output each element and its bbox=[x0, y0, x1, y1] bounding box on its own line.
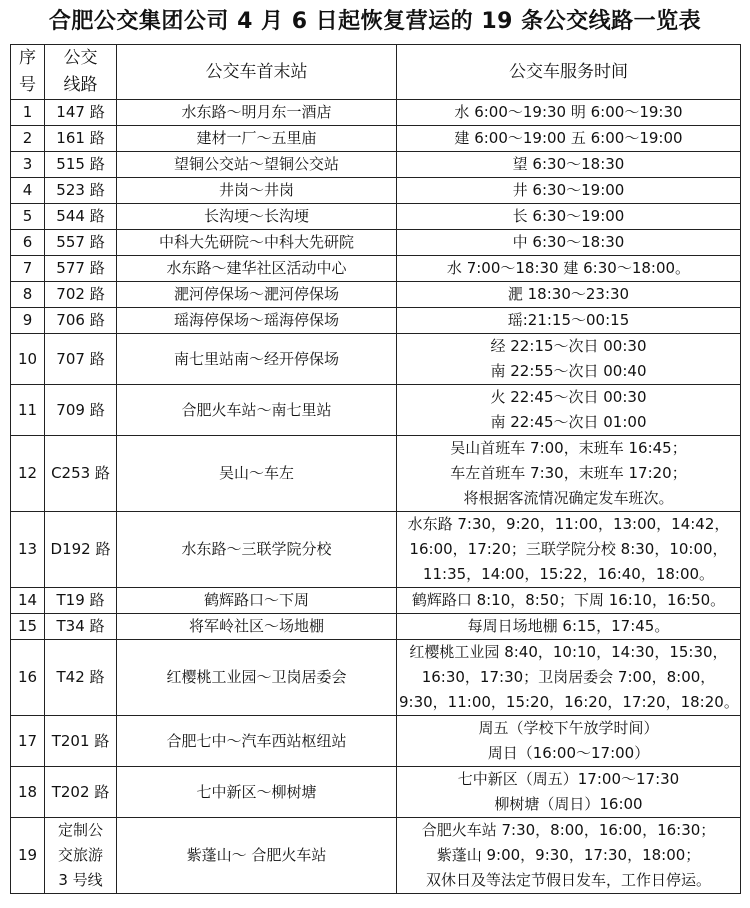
table-row bbox=[11, 614, 741, 640]
service-time bbox=[397, 818, 741, 894]
route-name bbox=[45, 126, 117, 152]
table-row bbox=[11, 716, 741, 767]
service-time bbox=[397, 308, 741, 334]
service-time-line: 车左首班车 7:30，末班车 17:20； bbox=[450, 464, 687, 482]
route-name-line: 515 路 bbox=[56, 155, 105, 173]
terminal-stations: 望铜公交站～望铜公交站 bbox=[117, 152, 397, 178]
terminal-stations: 淝河停保场～淝河停保场 bbox=[117, 282, 397, 308]
row-number: 14 bbox=[11, 588, 45, 614]
route-name-line: T201 路 bbox=[51, 731, 110, 750]
route-name bbox=[45, 256, 117, 282]
header-seq-line: 序 bbox=[19, 48, 36, 68]
service-time-line: 11:35，14:00，15:22，16:40，18:00。 bbox=[422, 565, 715, 583]
route-name bbox=[45, 614, 117, 640]
route-name bbox=[45, 152, 117, 178]
route-name bbox=[45, 818, 117, 894]
service-time bbox=[397, 204, 741, 230]
route-name bbox=[45, 640, 117, 716]
terminal-stations: 南七里站南～经开停保场 bbox=[117, 334, 397, 385]
service-time bbox=[397, 334, 741, 385]
route-name-line: 706 路 bbox=[56, 311, 105, 329]
service-time-line: 将根据客流情况确定发车班次。 bbox=[463, 489, 674, 507]
terminal-stations: 鹤辉路口～下周 bbox=[117, 588, 397, 614]
table-row bbox=[11, 818, 741, 894]
terminal-stations: 水东路～三联学院分校 bbox=[117, 512, 397, 588]
table-row bbox=[11, 126, 741, 152]
terminal-stations: 水东路～明月东一酒店 bbox=[117, 100, 397, 126]
table-row bbox=[11, 385, 741, 436]
route-name bbox=[45, 334, 117, 385]
terminal-stations: 红樱桃工业园～卫岗居委会 bbox=[117, 640, 397, 716]
service-time-line: 16:30，17:30；卫岗居委会 7:00，8:00， bbox=[421, 668, 716, 686]
service-time-line: 红樱桃工业园 8:40，10:10，14:30，15:30， bbox=[409, 643, 728, 661]
row-number: 17 bbox=[11, 716, 45, 767]
table-row bbox=[11, 308, 741, 334]
route-name bbox=[45, 512, 117, 588]
table-row bbox=[11, 256, 741, 282]
row-number: 16 bbox=[11, 640, 45, 716]
terminal-stations: 长沟埂～长沟埂 bbox=[117, 204, 397, 230]
row-number: 13 bbox=[11, 512, 45, 588]
route-name bbox=[45, 767, 117, 818]
terminal-stations: 合肥火车站～南七里站 bbox=[117, 385, 397, 436]
route-name bbox=[45, 100, 117, 126]
table-row bbox=[11, 178, 741, 204]
service-time-line: 双休日及等法定节假日发车，工作日停运。 bbox=[425, 871, 711, 889]
service-time bbox=[397, 614, 741, 640]
service-time-line: 瑶:21:15～00:15 bbox=[507, 311, 630, 329]
header-route bbox=[45, 45, 117, 100]
terminal-stations: 中科大先研院～中科大先研院 bbox=[117, 230, 397, 256]
service-time-line: 每周日场地棚 6:15，17:45。 bbox=[467, 617, 670, 635]
header-route-line: 公交 bbox=[63, 48, 98, 68]
route-name-line: 577 路 bbox=[56, 259, 105, 277]
table-row bbox=[11, 588, 741, 614]
service-time bbox=[397, 282, 741, 308]
route-name-line: 544 路 bbox=[56, 207, 105, 225]
service-time-line: 经 22:15～次日 00:30 bbox=[490, 337, 647, 355]
service-time bbox=[397, 436, 741, 512]
route-name bbox=[45, 204, 117, 230]
service-time bbox=[397, 230, 741, 256]
service-time-line: 南 22:55～次日 00:40 bbox=[490, 362, 647, 380]
table-row bbox=[11, 334, 741, 385]
bus-route-table bbox=[10, 44, 741, 894]
terminal-stations: 将军岭社区～场地棚 bbox=[117, 614, 397, 640]
terminal-stations: 水东路～建华社区活动中心 bbox=[117, 256, 397, 282]
terminal-stations: 吴山～车左 bbox=[117, 436, 397, 512]
table-row bbox=[11, 100, 741, 126]
route-name-line: 709 路 bbox=[56, 400, 105, 419]
service-time bbox=[397, 512, 741, 588]
route-name-line: D192 路 bbox=[50, 540, 111, 558]
service-time bbox=[397, 588, 741, 614]
row-number: 3 bbox=[11, 152, 45, 178]
header-route-line: 线路 bbox=[63, 75, 98, 95]
route-name-line: 交旅游 bbox=[57, 846, 103, 864]
route-name bbox=[45, 308, 117, 334]
table-row bbox=[11, 436, 741, 512]
service-time-line: 中 6:30～18:30 bbox=[512, 233, 625, 251]
service-time-line: 建 6:00～19:00 五 6:00～19:00 bbox=[454, 129, 683, 147]
service-time-line: 淝 18:30～23:30 bbox=[507, 285, 630, 303]
route-name-line: C253 路 bbox=[51, 464, 110, 482]
row-number: 1 bbox=[11, 100, 45, 126]
terminal-stations: 紫蓬山～ 合肥火车站 bbox=[117, 818, 397, 894]
table-row bbox=[11, 640, 741, 716]
service-time bbox=[397, 716, 741, 767]
table-row bbox=[11, 282, 741, 308]
route-name bbox=[45, 178, 117, 204]
row-number: 7 bbox=[11, 256, 45, 282]
route-name bbox=[45, 385, 117, 436]
service-time bbox=[397, 100, 741, 126]
row-number: 18 bbox=[11, 767, 45, 818]
route-name-line: T34 路 bbox=[56, 617, 105, 635]
service-time bbox=[397, 152, 741, 178]
table-header-row bbox=[11, 45, 741, 100]
service-time-line: 16:00，17:20；三联学院分校 8:30，10:00， bbox=[409, 540, 728, 558]
service-time-line: 南 22:45～次日 01:00 bbox=[490, 413, 647, 431]
service-time-line: 紫蓬山 9:00，9:30，17:30，18:00； bbox=[436, 846, 701, 864]
route-name bbox=[45, 716, 117, 767]
table-row bbox=[11, 230, 741, 256]
table-row bbox=[11, 767, 741, 818]
terminal-stations: 合肥七中～汽车西站枢纽站 bbox=[117, 716, 397, 767]
service-time bbox=[397, 767, 741, 818]
service-time-line: 合肥火车站 7:30，8:00，16:00，16:30； bbox=[421, 821, 716, 839]
row-number: 15 bbox=[11, 614, 45, 640]
route-name-line: 161 路 bbox=[56, 129, 105, 147]
service-time bbox=[397, 256, 741, 282]
service-time-line: 井 6:30～19:00 bbox=[512, 181, 625, 199]
row-number: 9 bbox=[11, 308, 45, 334]
row-number: 5 bbox=[11, 204, 45, 230]
terminal-stations: 建材一厂～五里庙 bbox=[117, 126, 397, 152]
service-time-line: 望 6:30～18:30 bbox=[512, 155, 625, 173]
service-time-line: 水 6:00～19:30 明 6:00～19:30 bbox=[454, 103, 683, 121]
route-name-line: T19 路 bbox=[56, 591, 105, 609]
row-number: 11 bbox=[11, 385, 45, 436]
route-name-line: T42 路 bbox=[56, 668, 105, 686]
route-name bbox=[45, 282, 117, 308]
service-time-line: 周日（16:00～17:00） bbox=[487, 744, 650, 762]
header-seq bbox=[11, 45, 45, 100]
row-number: 2 bbox=[11, 126, 45, 152]
service-time-line: 9:30，11:00，15:20，16:20，17:20，18:20。 bbox=[399, 693, 739, 711]
service-time-line: 火 22:45～次日 00:30 bbox=[490, 388, 647, 406]
service-time-line: 水东路 7:30，9:20，11:00，13:00，14:42， bbox=[407, 515, 730, 533]
row-number: 4 bbox=[11, 178, 45, 204]
header-seq-line: 号 bbox=[19, 75, 36, 95]
header-service: 公交车服务时间 bbox=[397, 45, 741, 100]
service-time bbox=[397, 178, 741, 204]
service-time bbox=[397, 385, 741, 436]
header-stations: 公交车首末站 bbox=[117, 45, 397, 100]
route-name-line: 702 路 bbox=[56, 285, 105, 303]
route-name-line: 557 路 bbox=[56, 233, 105, 251]
terminal-stations: 七中新区～柳树塘 bbox=[117, 767, 397, 818]
route-name-line: 523 路 bbox=[56, 181, 105, 199]
service-time-line: 水 7:00～18:30 建 6:30～18:00。 bbox=[446, 259, 691, 277]
route-name-line: 定制公 bbox=[57, 821, 103, 839]
row-number: 19 bbox=[11, 818, 45, 894]
page-title: 合肥公交集团公司 4 月 6 日起恢复营运的 19 条公交线路一览表 bbox=[48, 9, 702, 34]
row-number: 12 bbox=[11, 436, 45, 512]
route-name-line: 147 路 bbox=[56, 103, 105, 121]
service-time-line: 周五（学校下午放学时间） bbox=[478, 719, 659, 737]
service-time bbox=[397, 126, 741, 152]
route-name bbox=[45, 230, 117, 256]
route-name bbox=[45, 588, 117, 614]
service-time-line: 七中新区（周五）17:00～17:30 bbox=[457, 770, 680, 788]
table-row bbox=[11, 512, 741, 588]
route-name bbox=[45, 436, 117, 512]
service-time-line: 柳树塘（周日）16:00 bbox=[494, 795, 643, 813]
terminal-stations: 瑶海停保场～瑶海停保场 bbox=[117, 308, 397, 334]
terminal-stations: 井岗～井岗 bbox=[117, 178, 397, 204]
row-number: 6 bbox=[11, 230, 45, 256]
row-number: 8 bbox=[11, 282, 45, 308]
route-name-line: 3 号线 bbox=[58, 871, 103, 889]
route-name-line: 707 路 bbox=[56, 349, 105, 368]
table-row bbox=[11, 152, 741, 178]
route-name-line: T202 路 bbox=[51, 782, 110, 801]
service-time-line: 长 6:30～19:00 bbox=[512, 207, 625, 225]
service-time bbox=[397, 640, 741, 716]
service-time-line: 吴山首班车 7:00，末班车 16:45； bbox=[450, 439, 687, 457]
row-number: 10 bbox=[11, 334, 45, 385]
table-row bbox=[11, 204, 741, 230]
service-time-line: 鹤辉路口 8:10，8:50；下周 16:10，16:50。 bbox=[411, 591, 726, 609]
